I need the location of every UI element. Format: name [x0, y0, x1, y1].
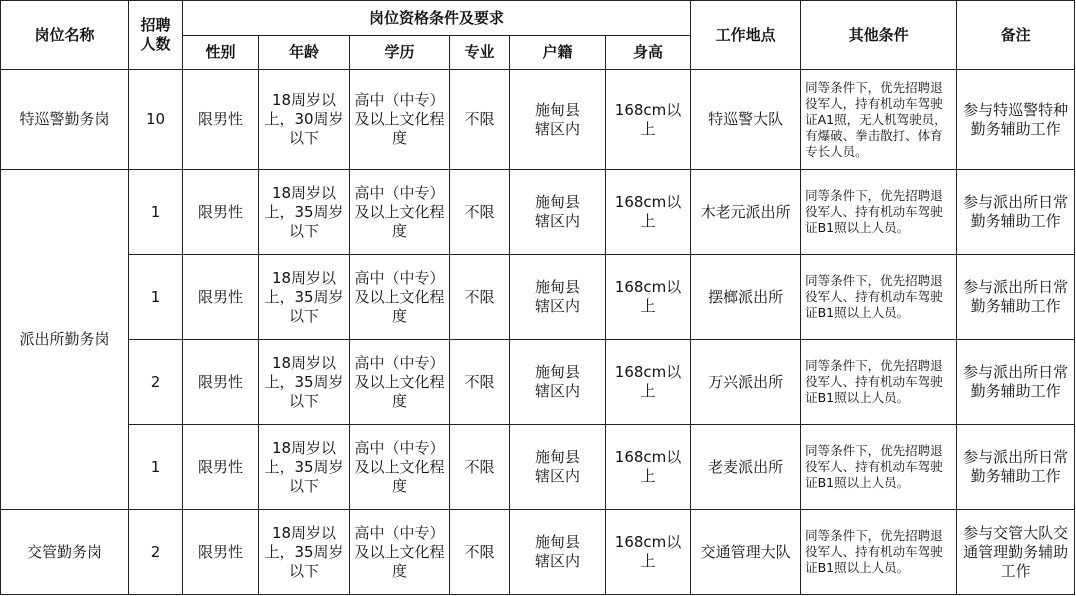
cell-education: 高中（中专）及以上文化程度 — [350, 425, 450, 510]
cell-height: 168cm以上 — [606, 340, 691, 425]
cell-major: 不限 — [450, 255, 510, 340]
cell-note: 参与交管大队交通管理勤务辅助工作 — [957, 510, 1075, 595]
cell-age: 18周岁以上，35周岁以下 — [259, 255, 350, 340]
cell-note: 参与派出所日常勤务辅助工作 — [957, 170, 1075, 255]
header-major: 专业 — [450, 36, 510, 70]
header-requirements-group: 岗位资格条件及要求 — [183, 1, 691, 36]
cell-major: 不限 — [450, 425, 510, 510]
cell-height: 168cm以上 — [606, 70, 691, 170]
cell-count: 10 — [129, 70, 183, 170]
cell-count: 1 — [129, 170, 183, 255]
cell-location: 万兴派出所 — [691, 340, 801, 425]
table-row — [1, 425, 1075, 510]
cell-age: 18周岁以上，35周岁以下 — [259, 425, 350, 510]
cell-location: 木老元派出所 — [691, 170, 801, 255]
header-row-1 — [1, 1, 1075, 36]
table-row — [1, 340, 1075, 425]
header-count: 招聘人数 — [129, 1, 183, 70]
cell-gender: 限男性 — [183, 170, 259, 255]
header-note: 备注 — [957, 1, 1075, 70]
cell-location: 特巡警大队 — [691, 70, 801, 170]
cell-education: 高中（中专）及以上文化程度 — [350, 255, 450, 340]
header-gender: 性别 — [183, 36, 259, 70]
cell-education: 高中（中专）及以上文化程度 — [350, 70, 450, 170]
header-location: 工作地点 — [691, 1, 801, 70]
cell-household: 施甸县辖区内 — [510, 70, 606, 170]
cell-location: 老麦派出所 — [691, 425, 801, 510]
cell-household: 施甸县辖区内 — [510, 425, 606, 510]
cell-major: 不限 — [450, 340, 510, 425]
header-other: 其他条件 — [801, 1, 957, 70]
cell-age: 18周岁以上，35周岁以下 — [259, 340, 350, 425]
cell-gender: 限男性 — [183, 510, 259, 595]
cell-gender: 限男性 — [183, 255, 259, 340]
cell-other: 同等条件下，优先招聘退役军人、持有机动车驾驶证B1照以上人员。 — [801, 510, 957, 595]
cell-count: 1 — [129, 255, 183, 340]
cell-height: 168cm以上 — [606, 510, 691, 595]
cell-major: 不限 — [450, 70, 510, 170]
cell-position: 特巡警勤务岗 — [1, 70, 129, 170]
cell-count: 2 — [129, 510, 183, 595]
cell-gender: 限男性 — [183, 340, 259, 425]
header-height: 身高 — [606, 36, 691, 70]
cell-household: 施甸县辖区内 — [510, 255, 606, 340]
cell-major: 不限 — [450, 170, 510, 255]
cell-other: 同等条件下，优先招聘退役军人、持有机动车驾驶证B1照以上人员。 — [801, 425, 957, 510]
cell-height: 168cm以上 — [606, 425, 691, 510]
table-row — [1, 510, 1075, 595]
cell-education: 高中（中专）及以上文化程度 — [350, 170, 450, 255]
table-row — [1, 255, 1075, 340]
header-education: 学历 — [350, 36, 450, 70]
cell-note: 参与派出所日常勤务辅助工作 — [957, 425, 1075, 510]
cell-other: 同等条件下，优先招聘退役军人、持有机动车驾驶证B1照以上人员。 — [801, 170, 957, 255]
cell-age: 18周岁以上，30周岁以下 — [259, 70, 350, 170]
cell-age: 18周岁以上，35周岁以下 — [259, 510, 350, 595]
cell-other: 同等条件下，优先招聘退役军人、持有机动车驾驶证B1照以上人员。 — [801, 340, 957, 425]
cell-gender: 限男性 — [183, 70, 259, 170]
header-position: 岗位名称 — [1, 1, 129, 70]
cell-location: 摆榔派出所 — [691, 255, 801, 340]
cell-education: 高中（中专）及以上文化程度 — [350, 340, 450, 425]
cell-other: 同等条件下，优先招聘退役军人，持有机动车驾驶证A1照，无人机驾驶员，有爆破、拳击散打、体育专长人员。 — [801, 70, 957, 170]
cell-age: 18周岁以上，35周岁以下 — [259, 170, 350, 255]
cell-height: 168cm以上 — [606, 255, 691, 340]
cell-note: 参与派出所日常勤务辅助工作 — [957, 340, 1075, 425]
cell-note: 参与特巡警特种勤务辅助工作 — [957, 70, 1075, 170]
table-row — [1, 70, 1075, 170]
table-row — [1, 170, 1075, 255]
header-household: 户籍 — [510, 36, 606, 70]
cell-gender: 限男性 — [183, 425, 259, 510]
cell-note: 参与派出所日常勤务辅助工作 — [957, 255, 1075, 340]
cell-count: 1 — [129, 425, 183, 510]
cell-education: 高中（中专）及以上文化程度 — [350, 510, 450, 595]
cell-position: 派出所勤务岗 — [1, 170, 129, 510]
cell-height: 168cm以上 — [606, 170, 691, 255]
cell-position: 交管勤务岗 — [1, 510, 129, 595]
cell-count: 2 — [129, 340, 183, 425]
cell-major: 不限 — [450, 510, 510, 595]
cell-household: 施甸县辖区内 — [510, 170, 606, 255]
cell-location: 交通管理大队 — [691, 510, 801, 595]
cell-household: 施甸县辖区内 — [510, 340, 606, 425]
cell-other: 同等条件下，优先招聘退役军人、持有机动车驾驶证B1照以上人员。 — [801, 255, 957, 340]
header-age: 年龄 — [259, 36, 350, 70]
cell-household: 施甸县辖区内 — [510, 510, 606, 595]
